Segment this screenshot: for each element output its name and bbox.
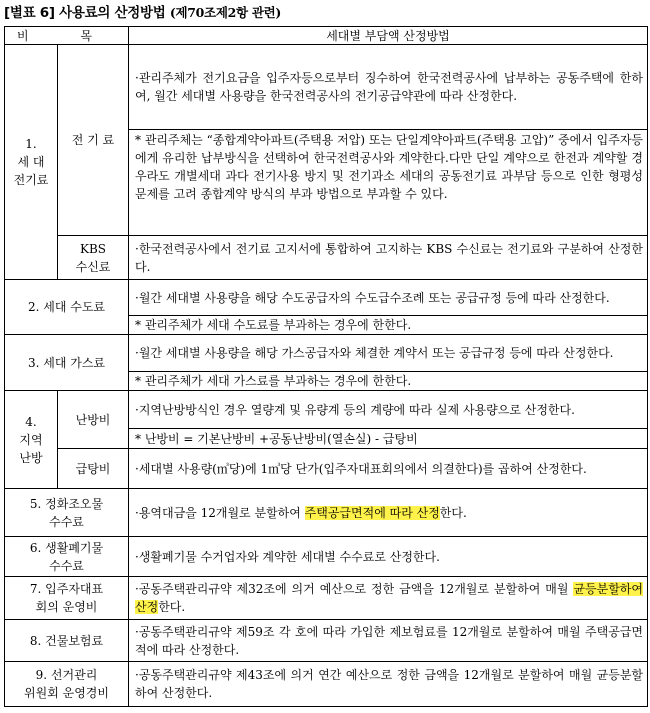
- waste-description: ·생활폐기물 수거업자와 계약한 세대별 수수료로 산정한다.: [129, 537, 648, 577]
- table-row: [5, 620, 648, 662]
- header-item: 비 목: [5, 27, 129, 45]
- heating-description: ·지역난방방식인 경우 열량계 및 유량계 등의 계량에 따라 실제 사용량으로 산정한다.: [129, 391, 648, 429]
- table-row: [5, 577, 648, 620]
- electricity-description: ·관리주체가 전기요금을 입주자등으로부터 징수하여 한국전력공사에 납부하는 공동주택에 한하여, 월간 세대별 사용량을 한국전력공사의 전기공급약관에 따라 산정한다.: [129, 45, 648, 130]
- annex-label: [별표 6]: [4, 5, 55, 21]
- water-note: * 관리주체가 세대 수도료를 부과하는 경우에 한한다.: [129, 316, 648, 335]
- table-header-row: [5, 27, 648, 45]
- table-row: [5, 489, 648, 537]
- highlight-mark: 균등분할하여 산정: [135, 582, 643, 614]
- header-method: 세대별 부담액 산정방법: [129, 27, 648, 45]
- category-council: 7. 입주자대표 회의 운영비: [5, 577, 129, 620]
- category-heating: 4. 지역 난방: [5, 391, 58, 489]
- highlight-mark: 주택공급면적에 따라 산정: [304, 505, 440, 520]
- electricity-note: * 관리주체는 “종합계약아파트(주택용 저압) 또는 단일계약아파트(주택용 고압)” 중에서 입주자등에게 유리한 납부방식을 선택하여 한국전력공사와 계약한다.다만 단일 계약으로 한전과 계약할 경우라도 개별세대 과다 전기사용 방지 및 전기과소 세대의 공동전기료 과부담 등으로 인한 형평성 문제를 고려 종합계약 방식의 부과 방법으로 부과할 수 있다.: [129, 130, 648, 236]
- document-title: [4, 2, 281, 24]
- table-row: [5, 662, 648, 707]
- table-row: [5, 45, 648, 130]
- category-waste: 6. 생활폐기물 수수료: [5, 537, 129, 577]
- category-electricity: 1. 세 대 전기료: [5, 45, 58, 280]
- table-row: [5, 280, 648, 316]
- category-election: 9. 선거관리 위원회 운영경비: [5, 662, 129, 707]
- kbs-description: ·한국전력공사에서 전기료 고지서에 통합하여 고지하는 KBS 수신료는 전기료와 구분하여 산정한다.: [129, 236, 648, 280]
- septic-description: ·용역대금을 12개월로 분할하여 주택공급면적에 따라 산정한다.: [129, 489, 648, 537]
- gas-description: ·월간 세대별 사용량을 해당 가스공급자와 체결한 계약서 또는 공급규정 등에 따라 산정한다.: [129, 335, 648, 372]
- usage-fee-table: [4, 26, 648, 707]
- water-description: ·월간 세대별 사용량을 해당 수도공급자의 수도급수조례 또는 공급규정 등에 따라 산정한다.: [129, 280, 648, 316]
- insurance-description: ·공동주택관리규약 제59조 각 호에 따라 가입한 제보험료를 12개월로 분할하여 매월 주택공급면적에 따라 산정한다.: [129, 620, 648, 662]
- gas-note: * 관리주체가 세대 가스료를 부과하는 경우에 한한다.: [129, 372, 648, 391]
- category-gas: 3. 세대 가스료: [5, 335, 129, 391]
- subcategory-heating: 난방비: [58, 391, 129, 449]
- table-row: [5, 335, 648, 372]
- council-description: ·공동주택관리규약 제32조에 의거 예산으로 정한 금액을 12개월로 분할하여 매월 균등분할하여 산정한다.: [129, 577, 648, 620]
- title-sub: (제70조제2항 관련): [169, 5, 281, 20]
- subcategory-kbs: KBS 수신료: [58, 236, 129, 280]
- category-insurance: 8. 건물보험료: [5, 620, 129, 662]
- table-row: [5, 449, 648, 489]
- category-water: 2. 세대 수도료: [5, 280, 129, 335]
- heating-note: * 난방비 = 기본난방비 +공동난방비(열손실) - 급탕비: [129, 429, 648, 449]
- table-row: [5, 391, 648, 429]
- table-row: [5, 537, 648, 577]
- subcategory-hotwater: 급탕비: [58, 449, 129, 489]
- subcategory-electricity: 전 기 료: [58, 45, 129, 236]
- title-main: 사용료의 산정방법: [59, 5, 166, 21]
- table-row: [5, 236, 648, 280]
- category-septic: 5. 정화조오물 수수료: [5, 489, 129, 537]
- hotwater-description: ·세대별 사용량(㎥당)에 1㎥당 단가(입주자대표회의에서 의결한다)를 곱하여 산정한다.: [129, 449, 648, 489]
- election-description: ·공동주택관리규약 제43조에 의거 연간 예산으로 정한 금액을 12개월로 분할하여 매월 균등분할하여 산정한다.: [129, 662, 648, 707]
